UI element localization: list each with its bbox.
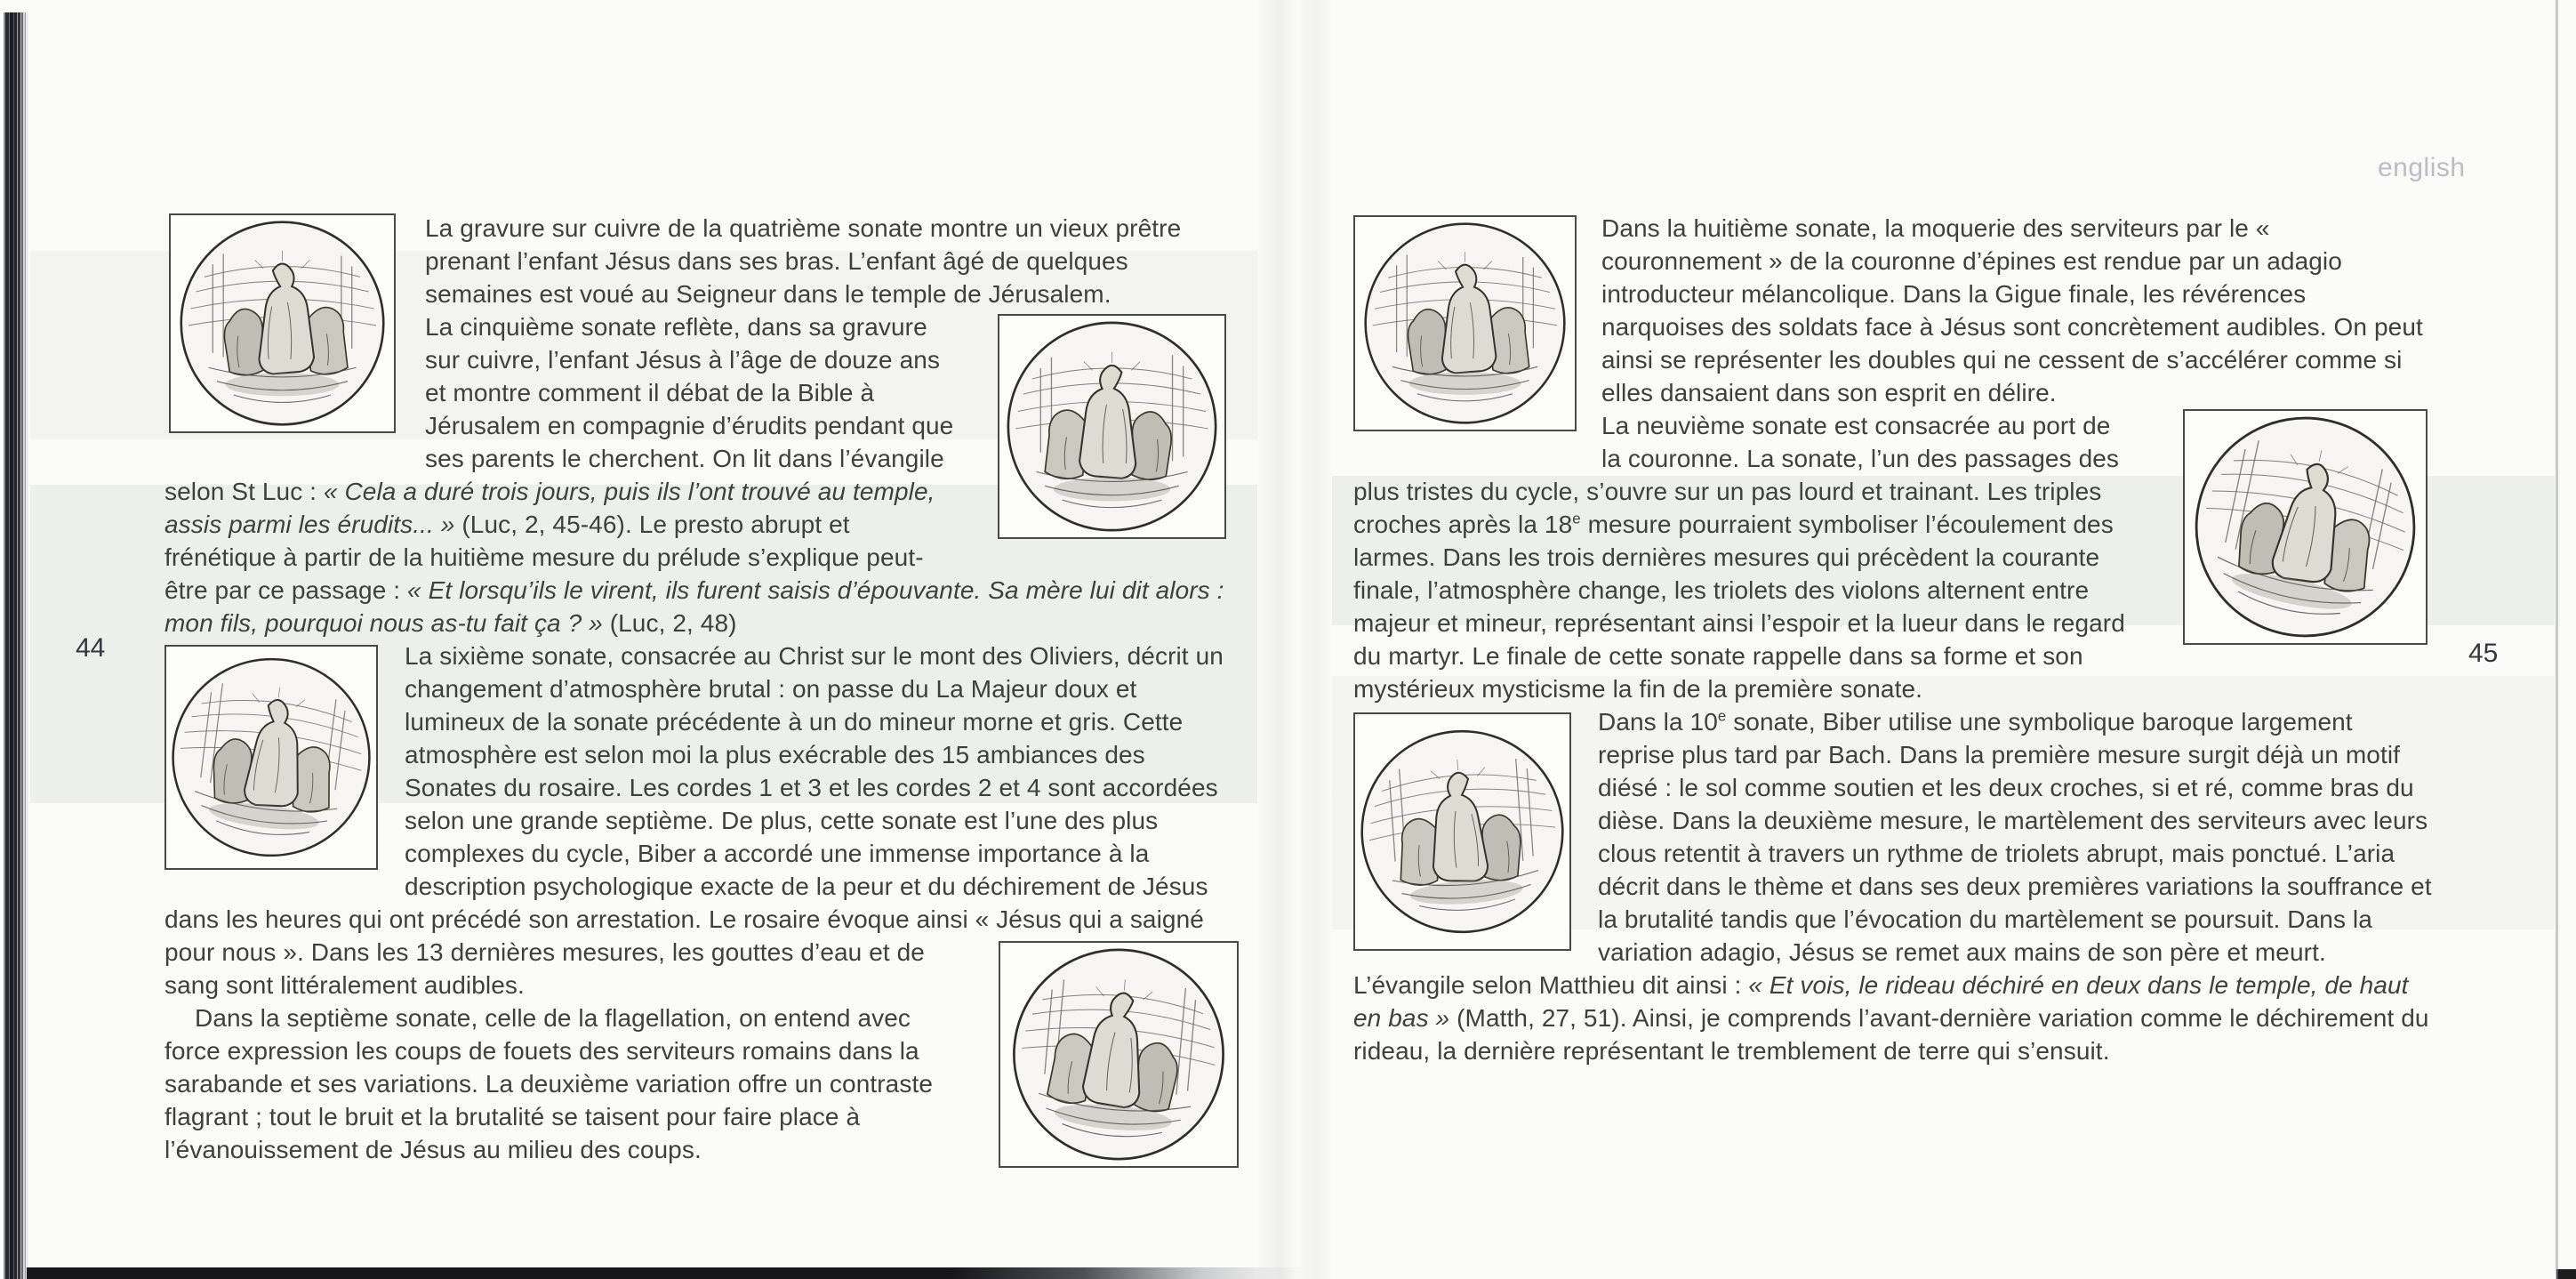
text-segment: La neuvième sonate est consacrée au port de la couronne. La sonate, l’un des passages des plus tristes du cycle, s’ouvre sur un pas lourd et trainant. Les triples croches après la 18 xyxy=(1353,412,2120,538)
superscript-ordinal: e xyxy=(1572,510,1581,527)
engraving-crucifixion-image xyxy=(1353,712,1571,951)
book-gutter xyxy=(1256,0,1334,1279)
text-segment: (Luc, 2, 48) xyxy=(602,609,737,637)
engraving-couronnement-epines-image xyxy=(1353,215,1577,431)
engraving-artwork xyxy=(994,936,1243,1173)
text-segment: (Luc, 2, 45-46). Le presto abrupt et frénétique à partir de la huitième mesure du prélude s’explique peut-être par ce passage : xyxy=(165,511,924,604)
engraving-artwork xyxy=(1350,710,1574,953)
engraving-mont-des-oliviers-image xyxy=(165,645,378,870)
page-45-text-column xyxy=(1353,212,2432,1067)
engraving-flagellation-image xyxy=(999,941,1239,1168)
language-label: english xyxy=(2378,153,2466,182)
text-segment: Dans la septième sonate, celle de la flagellation, on entend avec force expression les coups de fouets des serviteurs romains dans la sarabande et ses variations. La deuxième variation offre un contraste flagrant ; tout le bruit et la brutalité se taisent pour faire place à l’évanouissement de Jésus au milieu des coups. xyxy=(165,1004,934,1163)
page-44-text-column xyxy=(165,212,1240,1178)
paragraph-sonate-10 xyxy=(1353,705,2432,1067)
superscript-ordinal: e xyxy=(1717,707,1727,725)
text-segment: La sixième sonate, consacrée au Christ sur le mont des Oliviers, décrit un changement d’atmosphère brutal : on passe du La Majeur doux et lumineux de la sonate précédente à un do mineur morne et gris. Cette atmosphère est selon moi la plus exécrable des 15 ambiances des Sonates du rosaire. Les cordes 1 et 3 et les cordes 2 et 4 sont accordées selon une grande septième. De plus, cette sonate est l’une des plus complexes du cycle, Biber a accordé une immense importance à la description psychologique exacte de la peur et du déchirement de Jésus dans les heures qui ont précédé son arrestation. Le rosaire évoque ainsi « Jésus qui a xyxy=(165,642,1224,933)
scan-bottom-shadow xyxy=(27,1267,1307,1279)
text-segment: mesure pourraient symboliser l’écoulement des larmes. Dans les trois dernières mesures qui précèdent la courante finale, l’atmosphère change, les triolets des violons alternent entre majeur et mineur, représentant ainsi l’espoir et la lueur dans le regard du martyr. Le finale de cette sonate rappelle dans sa forme et son mystérieux mysticisme la fin de la première sonate. xyxy=(1353,511,2125,703)
book-page-edges xyxy=(0,12,30,1279)
engraving-portement-de-croix-image xyxy=(2183,409,2428,645)
scripture-quote: « Et vois, le rideau déchiré en deux dans le temple, de haut en bas » xyxy=(1353,971,2409,1032)
text-segment: saigné pour nous ». Dans les 13 dernières mesures, les gouttes d’eau et de sang sont littéralement audibles. xyxy=(165,905,1204,999)
text-segment: sonate, Biber utilise une symbolique baroque largement reprise plus tard par Bach. Dans la première mesure surgit déjà un motif diésé : le sol comme soutien et les deux croches, si et ré, comme bras du dièse. Dans la deuxième mesure, le martèlement des serviteurs avec leurs clous retentit à travers un rythme de triolets abrupt, mais ponctué. L’aria décrit dans le thème et dans ses deux premières variations la souffrance et la brutalité tandis que l’évocation du martèlement se poursuit. Dans la variation adagio, Jésus se remet aux mains de son père et meurt. L’évangile selon Matthieu dit ainsi : xyxy=(1353,708,2432,999)
engraving-artwork xyxy=(2166,391,2444,663)
engraving-artwork xyxy=(173,218,391,429)
scan-corner-shadow xyxy=(2556,1269,2576,1279)
scripture-quote: « Cela a duré trois jours, puis ils l’ont trouvé au temple, assis parmi les érudits... » xyxy=(165,478,935,538)
text-segment: Dans la huitième sonate, la moquerie des serviteurs par le « couronnement » de la couronne d’épines est rendue par un adagio introducteur mélancolique. Dans la Gigue finale, les révérences narquoises des soldats face à Jésus sont concrètement audibles. On peut ainsi se représenter les doubles qui ne cessent de s’accélérer comme si elles dansaient dans son esprit en délire. xyxy=(1601,214,2423,406)
page-number-left: 44 xyxy=(76,633,106,663)
engraving-artwork xyxy=(1358,220,1572,427)
text-segment: (Matth, 27, 51). Ainsi, je comprends l’avant-dernière variation comme le déchirement du rideau, la dernière représentant le tremblement de terre qui s’ensuit. xyxy=(1353,1004,2429,1065)
text-segment: Dans la 10 xyxy=(1598,708,1718,736)
text-segment: La cinquième sonate reflète, dans sa gravure sur cuivre, l’enfant Jésus à l’âge de douze ans et montre comment il débat de la Bible à Jérusalem en compagnie d’érudits pendant que ses parents le cherchent. On lit dans l’évangile selon St Luc : xyxy=(165,313,954,505)
paragraph-sonate-9 xyxy=(1353,409,2432,705)
engraving-artwork xyxy=(156,638,386,877)
scripture-quote: « Et lorsqu’ils le virent, ils furent saisis d’épouvante. Sa mère lui dit alors : mon fils, pourquoi nous as-tu fait ça ? » xyxy=(165,576,1224,637)
engraving-jesus-parmi-les-docteurs-image xyxy=(998,314,1226,539)
paragraph-sonate-6 xyxy=(165,640,1240,1001)
engraving-presentation-au-temple-image xyxy=(169,213,396,433)
text-segment: La gravure sur cuivre de la quatrième sonate montre un vieux prêtre prenant l’enfant Jésus dans ses bras. L’enfant âgé de quelques semaines est voué au Seigneur dans le temple de Jérusalem. xyxy=(425,214,1182,308)
engraving-artwork xyxy=(1002,318,1222,535)
page-number-right: 45 xyxy=(2468,639,2499,668)
page-right-edge xyxy=(2556,0,2558,1279)
